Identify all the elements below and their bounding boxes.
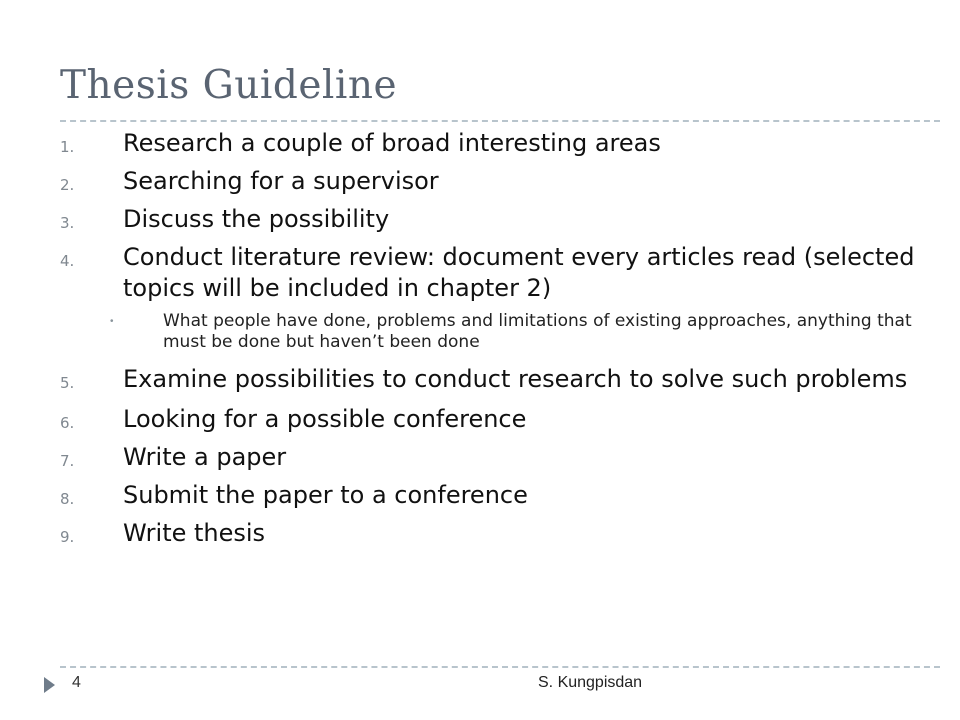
list-item	[60, 518, 930, 549]
list-item-text: Discuss the possibility	[123, 205, 390, 233]
list-item-text: Looking for a possible conference	[123, 405, 527, 433]
list-item	[60, 364, 930, 395]
list-item-number: 9.	[60, 528, 75, 546]
list-item-number: 1.	[60, 138, 75, 156]
list-item-number: 6.	[60, 414, 75, 432]
list-item	[60, 128, 930, 159]
list-item-text: Write thesis	[123, 519, 266, 547]
list-item-number: 2.	[60, 176, 75, 194]
list-item-number: 4.	[60, 252, 75, 270]
list-item-number: 7.	[60, 452, 75, 470]
list-item-text: Research a couple of broad interesting areas	[123, 129, 661, 157]
list-item	[60, 242, 930, 304]
page-number: 4	[72, 674, 81, 691]
sub-list-item	[60, 311, 930, 353]
list-item	[60, 404, 930, 435]
list-item-number: 5.	[60, 374, 75, 392]
list-item-text: Write a paper	[123, 443, 287, 471]
list-item-number: 3.	[60, 214, 75, 232]
list-item-text: Searching for a supervisor	[123, 167, 439, 195]
guideline-list	[60, 128, 930, 549]
triangle-marker-icon	[44, 677, 55, 693]
title-divider	[60, 120, 940, 122]
list-item	[60, 166, 930, 197]
list-item-text: Conduct literature review: document every articles read (selected topics will be included in chapter 2)	[123, 243, 915, 302]
list-item-text: Submit the paper to a conference	[123, 481, 528, 509]
list-item	[60, 480, 930, 511]
author-name: S. Kungpisdan	[538, 674, 643, 691]
sub-list-item-text: What people have done, problems and limitations of existing approaches, anything that must be done but haven’t been done	[163, 311, 912, 352]
list-item	[60, 204, 930, 235]
footer-divider	[60, 666, 940, 668]
list-item-number: 8.	[60, 490, 75, 508]
bullet-icon: •	[110, 316, 114, 327]
list-item-text: Examine possibilities to conduct research to solve such problems	[123, 365, 908, 393]
slide-title: Thesis Guideline	[60, 63, 398, 108]
list-item	[60, 442, 930, 473]
